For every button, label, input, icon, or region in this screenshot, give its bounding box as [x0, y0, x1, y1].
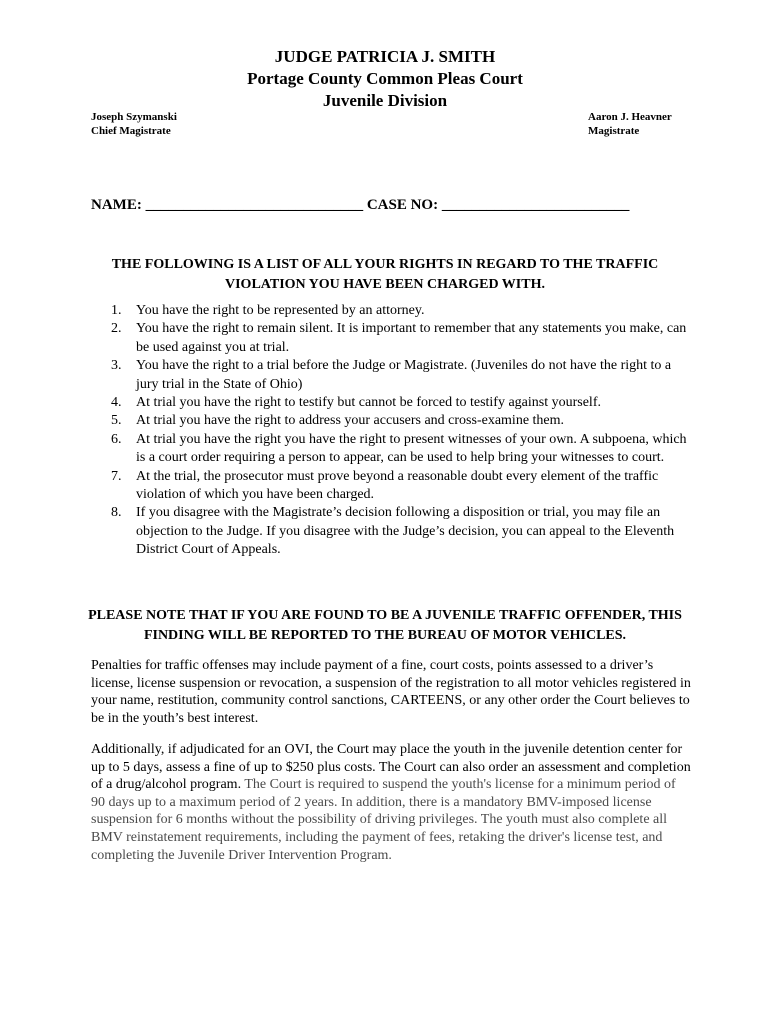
list-item	[91, 320, 691, 357]
bmv-notice-heading: PLEASE NOTE THAT IF YOU ARE FOUND TO BE A JUVENILE TRAFFIC OFFENDER, THIS FINDING WILL BE REPORTED TO THE BUREAU OF MOTOR VEHICLES.	[88, 608, 682, 643]
magistrate-title: Magistrate	[588, 125, 640, 137]
list-item-number: 7.	[111, 468, 122, 484]
list-item-number: 3.	[111, 358, 122, 374]
list-item-text: At the trial, the prosecutor must prove beyond a reasonable doubt every element of the traffic violation of which you have been charged.	[136, 468, 659, 503]
list-item-number: 1.	[111, 303, 122, 318]
list-item-number: 2.	[111, 321, 122, 337]
list-item	[91, 431, 691, 468]
list-item-number: 6.	[111, 431, 122, 447]
name-case-number-line: NAME: _____________________________ CASE NO: _________________________	[91, 197, 630, 213]
list-item	[91, 504, 691, 559]
ovi-paragraph-part1: Additionally, if adjudicated for an OVI, the Court may place the youth in the juvenile detention center for up to 5 days, assess a fine of up to $250 plus costs. The Court can also order an assessment and completion of a drug/alcohol program.	[91, 742, 691, 793]
list-item-text: You have the right to be represented by an attorney.	[136, 303, 425, 318]
chief-magistrate-block	[91, 110, 177, 138]
list-item	[91, 302, 691, 320]
court-header	[0, 46, 770, 112]
division-name: Juvenile Division	[322, 91, 448, 110]
list-item-text: At trial you have the right you have the right to present witnesses of your own. A subpoena, which is a court order requiring a person to appear, can be used to help bring your witnesses to court.	[136, 431, 687, 466]
list-item	[91, 394, 691, 412]
list-item	[91, 357, 691, 394]
list-item-number: 4.	[111, 395, 122, 411]
list-item	[91, 412, 691, 430]
list-item-text: At trial you have the right to testify but cannot be forced to testify against yourself.	[136, 395, 601, 411]
list-item-text: You have the right to remain silent. It is important to remember that any statements you make, can be used against you at trial.	[136, 321, 687, 355]
judge-name: JUDGE PATRICIA J. SMITH	[274, 47, 496, 66]
list-item-number: 5.	[111, 413, 122, 429]
chief-magistrate-name: Joseph Szymanski	[91, 111, 177, 123]
court-name: Portage County Common Pleas Court	[247, 69, 523, 88]
ovi-paragraph	[91, 741, 691, 864]
magistrate-block	[588, 110, 672, 138]
list-item-text: At trial you have the right to address your accusers and cross-examine them.	[136, 413, 565, 429]
list-item-text: You have the right to a trial before the Judge or Magistrate. (Juveniles do not have the right to a jury trial in the State of Ohio)	[136, 358, 672, 392]
list-item-number: 8.	[111, 505, 122, 521]
chief-magistrate-title: Chief Magistrate	[91, 125, 171, 137]
ovi-paragraph-part2: The Court is required to suspend the youth's license for a minimum period of 90 days up to a maximum period of 2 years. In addition, there is a mandatory BMV-imposed license suspension for 6 months without the possibility of driving privileges. The youth must also complete all BMV reinstatement requirements, including the payment of fees, retaking the driver's license test, and completing the Juvenile Driver Intervention Program.	[91, 777, 676, 863]
rights-list	[91, 302, 691, 560]
penalties-paragraph: Penalties for traffic offenses may include payment of a fine, court costs, points assessed to a driver’s license, license suspension or revocation, a suspension of the registration to all motor vehicles registered in your name, restitution, community control sanctions, CARTEENS, or any other order the Court believes to be in the youth’s best interest.	[91, 658, 691, 726]
magistrate-name: Aaron J. Heavner	[588, 111, 672, 123]
list-item	[91, 468, 691, 505]
list-item-text: If you disagree with the Magistrate’s decision following a disposition or trial, you may file an objection to the Judge. If you disagree with the Judge’s decision, you can appeal to the Eleventh District Court of Appeals.	[136, 505, 675, 558]
rights-heading: THE FOLLOWING IS A LIST OF ALL YOUR RIGHTS IN REGARD TO THE TRAFFIC VIOLATION YOU HAVE BEEN CHARGED WITH.	[111, 257, 659, 292]
